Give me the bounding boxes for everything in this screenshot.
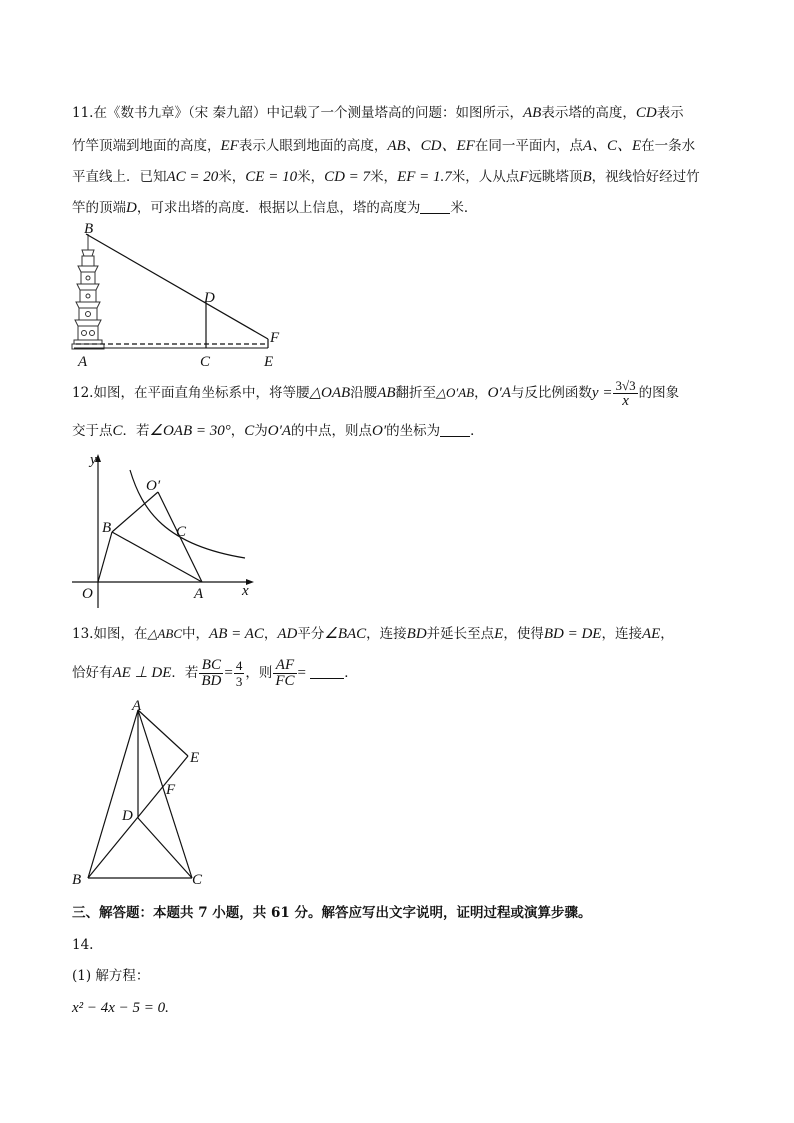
label-D: D <box>122 808 133 824</box>
label-E: E <box>264 354 274 370</box>
label-x: x <box>242 583 249 599</box>
label-C: C <box>192 872 203 888</box>
label-F: F <box>166 782 176 798</box>
section-3-heading: 三、解答题：本题共 7 小题，共 61 分。解答应写出文字说明，证明过程或演算步骤。 <box>72 905 592 921</box>
q14-number: 14. <box>72 937 94 953</box>
fraction-af-fc: $\frac{AF}{FC}$ <box>275 657 295 689</box>
q13-line-2: 恰好有AE ⊥ DE．若 $\frac{BC}{BD}$ = $\frac{4}{3}$ ，则 $\frac{AF}{FC}$ = ． <box>72 657 358 689</box>
label-D: D <box>204 290 215 306</box>
q12-line-1: 12.如图，在平面直角坐标系中，将等腰△OAB沿腰AB翻折至△O′AB，O′A与反比例函数y = $\frac{3√3}{x}$ 的图象 <box>72 378 680 409</box>
label-A: A <box>78 354 88 370</box>
fraction-bc-bd: $\frac{BC}{BD}$ <box>201 657 222 689</box>
label-y: y <box>90 452 97 468</box>
answer-blank <box>420 199 450 214</box>
label-A: A <box>132 698 142 714</box>
q11-line-2: 竹竿顶端到地面的高度，EF表示人眼到地面的高度，AB、CD、EF在同一平面内，点A、C、E在一条水 <box>72 138 696 154</box>
answer-blank <box>310 664 344 679</box>
label-F: F <box>270 330 280 346</box>
label-C: C <box>176 524 187 540</box>
q12-figure <box>70 450 270 612</box>
pagoda-icon <box>72 234 104 349</box>
fraction-3root3-over-x: $\frac{3√3}{x}$ <box>615 378 636 409</box>
q11-line-3: 平直线上．已知AC = 20米，CE = 10米，CD = 7米，EF = 1.7米，人从点F远眺塔顶B，视线恰好经过竹 <box>72 169 700 185</box>
label-O: O <box>82 586 93 602</box>
q11-figure <box>68 220 290 372</box>
answer-blank <box>440 422 470 437</box>
q13-figure <box>68 698 218 890</box>
q11-line-1: 11.在《数书九章》（宋 秦九韶）中记载了一个测量塔高的问题：如图所示，AB表示塔的高度，CD表示 <box>72 105 684 121</box>
q13-line-1: 13.如图，在△ABC中，AB = AC，AD平分∠BAC，连接BD并延长至点E，使得BD = DE，连接AE， <box>72 626 674 642</box>
sight-line-bf <box>86 234 268 339</box>
fraction-4-3: $\frac{4}{3}$ <box>235 658 243 689</box>
label-A: A <box>194 586 204 602</box>
label-C: C <box>200 354 211 370</box>
label-E: E <box>190 750 200 766</box>
q14-equation: x² − 4x − 5 = 0. <box>72 1000 169 1016</box>
q11-line-4: 竿的顶端D，可求出塔的高度．根据以上信息，塔的高度为 米． <box>72 200 478 216</box>
q14-part1: (1) 解方程： <box>72 968 150 984</box>
label-B: B <box>102 520 112 536</box>
label-B: B <box>72 872 82 888</box>
label-O-prime: O′ <box>146 478 161 494</box>
label-B: B <box>84 221 94 237</box>
q12-line-2: 交于点C．若∠OAB = 30°，C为O′A的中点，则点O′的坐标为 ． <box>72 423 484 439</box>
